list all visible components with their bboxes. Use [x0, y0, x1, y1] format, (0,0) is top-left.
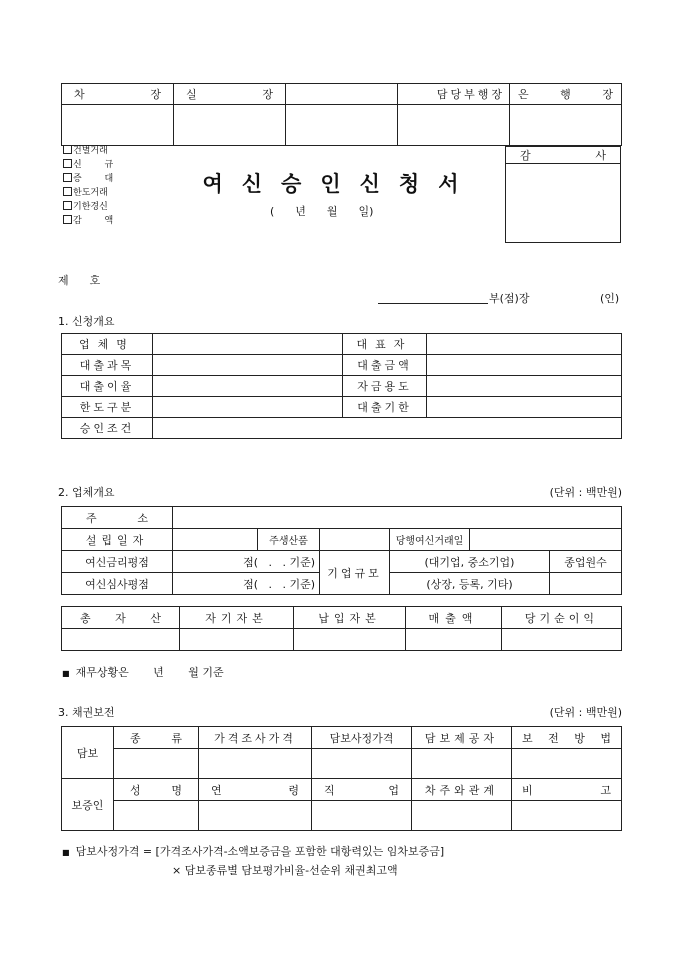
application-date: ( 년 월 일)	[270, 205, 374, 218]
loan-amount-field[interactable]	[427, 355, 622, 376]
representative-field[interactable]	[427, 334, 622, 355]
sign-box[interactable]	[62, 105, 174, 146]
checkbox-icon[interactable]	[63, 187, 72, 196]
approval-header-blank	[286, 84, 398, 105]
label-relation: 차주와관계	[412, 779, 512, 801]
label-age: 연 령	[199, 779, 312, 801]
approval-header-president: 은 행 장	[510, 84, 622, 105]
founded-date-field[interactable]	[173, 529, 258, 551]
signatory-line	[378, 290, 488, 304]
paid-capital-field[interactable]	[294, 629, 406, 651]
audit-box	[505, 146, 621, 243]
label-loan-term: 대출기한	[343, 397, 427, 418]
review-rating-field[interactable]: 점( . . 기준)	[173, 573, 320, 595]
sign-box[interactable]	[286, 105, 398, 146]
address-field[interactable]	[173, 507, 622, 529]
label-limit-type: 한도구분	[62, 397, 153, 418]
label-main-product: 주생산품	[258, 529, 320, 551]
checkbox-icon[interactable]	[63, 215, 72, 224]
interest-rate-field[interactable]	[153, 376, 343, 397]
label-sales: 매출액	[406, 607, 502, 629]
audit-label: 감 사	[506, 147, 621, 164]
label-guarantor-name: 성 명	[114, 779, 199, 801]
label-company-name: 업체명	[62, 334, 153, 355]
total-assets-field[interactable]	[62, 629, 180, 651]
approval-header-director: 실 장	[174, 84, 286, 105]
preservation-field[interactable]	[512, 749, 622, 779]
label-bank-since: 당행여신거래일	[390, 529, 470, 551]
label-guarantor: 보증인	[62, 779, 114, 831]
label-net-income: 당기순이익	[502, 607, 622, 629]
label-collateral: 담보	[62, 727, 114, 779]
equity-field[interactable]	[180, 629, 294, 651]
document-number: 제 호	[58, 274, 101, 287]
bank-since-field[interactable]	[470, 529, 622, 551]
size-options[interactable]: (대기업, 중소기업)	[390, 551, 550, 573]
appraisal-formula-note: ■ 담보사정가격 = [가격조사가격-소액보증금을 포함한 대항력있는 임차보증금]	[62, 845, 445, 858]
approval-table	[61, 83, 622, 146]
financial-table	[61, 606, 622, 651]
label-approval-conditions: 승인조건	[62, 418, 153, 439]
label-representative: 대표자	[343, 334, 427, 355]
label-address: 주 소	[62, 507, 173, 529]
checkbox-icon[interactable]	[63, 173, 72, 182]
label-provider: 담보제공자	[412, 727, 512, 749]
listing-options[interactable]: (상장, 등록, 기타)	[390, 573, 550, 595]
age-field[interactable]	[199, 801, 312, 831]
label-founded-date: 설립일자	[62, 529, 173, 551]
survey-price-field[interactable]	[199, 749, 312, 779]
bullet-icon: ■	[62, 848, 70, 857]
application-overview-table	[61, 333, 622, 439]
sign-box[interactable]	[398, 105, 510, 146]
option-item[interactable]: 건별거래	[63, 145, 123, 159]
label-total-assets: 총 자 산	[62, 607, 180, 629]
net-income-field[interactable]	[502, 629, 622, 651]
option-item[interactable]: 기한경신	[63, 201, 123, 215]
sales-field[interactable]	[406, 629, 502, 651]
label-review-rating: 여신심사평점	[62, 573, 173, 595]
sign-box[interactable]	[510, 105, 622, 146]
loan-type-field[interactable]	[153, 355, 343, 376]
label-collateral-type: 종 류	[114, 727, 199, 749]
checkbox-icon[interactable]	[63, 201, 72, 210]
section3-unit: (단위 : 백만원)	[549, 706, 622, 719]
bullet-icon: ■	[62, 669, 70, 678]
option-item[interactable]: 증 대	[63, 173, 123, 187]
credit-rating-field[interactable]: 점( . . 기준)	[173, 551, 320, 573]
transaction-type-options	[63, 145, 123, 229]
option-item[interactable]: 신 규	[63, 159, 123, 173]
section1-heading: 1. 신청개요	[58, 315, 115, 328]
label-occupation: 직 업	[312, 779, 412, 801]
label-company-size: 기업규모	[320, 551, 390, 595]
approval-header-vp: 담당부행장	[398, 84, 510, 105]
relation-field[interactable]	[412, 801, 512, 831]
option-item[interactable]: 한도거래	[63, 187, 123, 201]
company-overview-table	[61, 506, 622, 595]
label-loan-amount: 대출금액	[343, 355, 427, 376]
audit-sign-box[interactable]	[506, 164, 621, 243]
label-appraised-price: 담보사정가격	[312, 727, 412, 749]
guarantor-name-field[interactable]	[114, 801, 199, 831]
provider-field[interactable]	[412, 749, 512, 779]
department-head-label: 부(점)장	[489, 292, 530, 305]
label-credit-rating: 여신금리평점	[62, 551, 173, 573]
loan-term-field[interactable]	[427, 397, 622, 418]
label-remarks: 비 고	[512, 779, 622, 801]
sign-box[interactable]	[174, 105, 286, 146]
collateral-type-field[interactable]	[114, 749, 199, 779]
occupation-field[interactable]	[312, 801, 412, 831]
label-employees: 종업원수	[550, 551, 622, 573]
financial-basis-note: ■ 재무상황은 년 월 기준	[62, 666, 224, 679]
section3-heading: 3. 채권보전	[58, 706, 115, 719]
fund-purpose-field[interactable]	[427, 376, 622, 397]
label-loan-type: 대출과목	[62, 355, 153, 376]
document-title: 여신승인신청서	[202, 171, 478, 196]
label-fund-purpose: 자금용도	[343, 376, 427, 397]
label-survey-price: 가격조사가격	[199, 727, 312, 749]
appraised-price-field[interactable]	[312, 749, 412, 779]
label-preservation: 보 전 방 법	[512, 727, 622, 749]
limit-type-field[interactable]	[153, 397, 343, 418]
label-equity: 자기자본	[180, 607, 294, 629]
label-interest-rate: 대출이율	[62, 376, 153, 397]
approval-header-chief: 차 장	[62, 84, 174, 105]
employees-field[interactable]	[550, 573, 622, 595]
approval-conditions-field[interactable]	[153, 418, 622, 439]
main-product-field[interactable]	[320, 529, 390, 551]
security-table	[61, 726, 622, 831]
company-name-field[interactable]	[153, 334, 343, 355]
checkbox-icon[interactable]	[63, 159, 72, 168]
checkbox-icon[interactable]	[63, 145, 72, 154]
seal-label: (인)	[600, 292, 620, 305]
section2-unit: (단위 : 백만원)	[549, 486, 622, 499]
label-paid-capital: 납입자본	[294, 607, 406, 629]
remarks-field[interactable]	[512, 801, 622, 831]
section2-heading: 2. 업체개요	[58, 486, 115, 499]
appraisal-formula-note-2: × 담보종류별 담보평가비율-선순위 채권최고액	[172, 864, 398, 877]
option-item[interactable]: 감 액	[63, 215, 123, 229]
